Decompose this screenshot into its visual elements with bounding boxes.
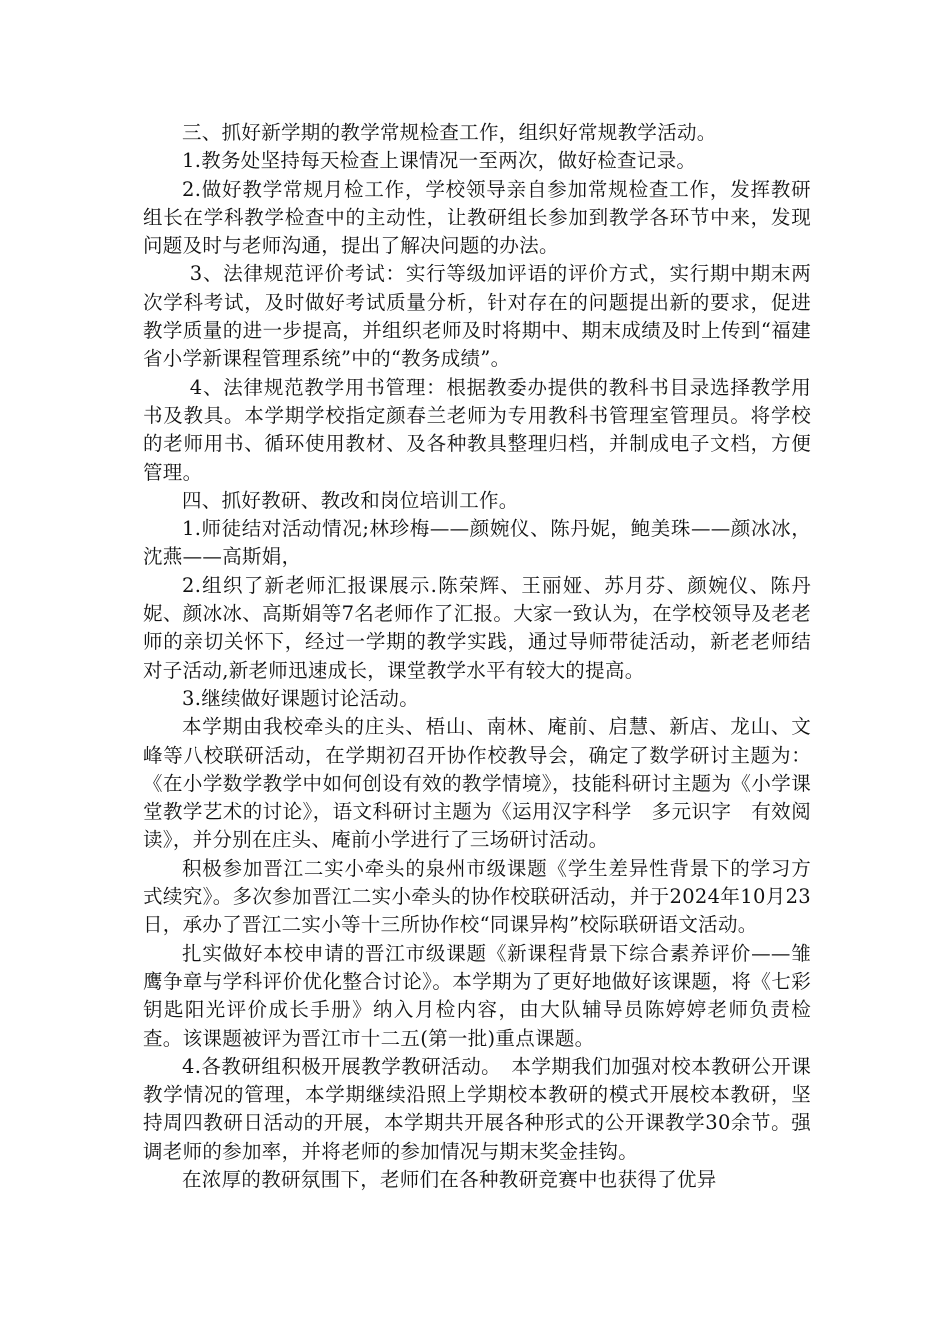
paragraph-4-2: 2.组织了新老师汇报课展示.陈荣辉、王丽娅、苏月芬、颜婉仪、陈丹妮、颜冰冰、高斯娟等7名老师作了汇报。大家一致认为，在学校领导及老老师的亲切关怀下，经过一学期的教学实践，通过导师带徒活动，新老老师结对子活动,新老师迅速成长，课堂教学水平有较大的提高。	[143, 573, 811, 682]
paragraph-joint-research: 本学期由我校牵头的庄头、梧山、南林、庵前、启慧、新店、龙山、文峰等八校联研活动，在学期初召开协作校教导会，确定了数学研讨主题为：《在小学数学教学中如何创设有效的教学情境》，技能科研讨主题为《小学课堂教学艺术的讨论》，语文科研讨主题为《运用汉字科学 多元识字 有效阅读》，并分别在庄头、庵前小学进行了三场研讨活动。	[143, 715, 811, 852]
heading-section-3: 三、抓好新学期的教学常规检查工作，组织好常规教学活动。	[182, 121, 717, 144]
paragraph-competition: 在浓厚的教研氛围下，老师们在各种教研竞赛中也获得了优异	[182, 1167, 717, 1191]
paragraph-4-1: 1.师徒结对活动情况;林珍梅——颜婉仪、陈丹妮，鲍美珠——颜冰冰，沈燕——高斯娟，	[143, 517, 811, 569]
document-body	[143, 119, 811, 1194]
paragraph-jinjiang-project: 扎实做好本校申请的晋江市级课题《新课程背景下综合素养评价——雏鹰争章与学科评价优化整合讨论》。本学期为了更好地做好该课题，将《七彩钥匙阳光评价成长手册》纳入月检内容，由大队辅导员陈婷婷老师负责检查。该课题被评为晋江市十二五(第一批)重点课题。	[143, 941, 811, 1050]
paragraph-3-1: 1.教务处坚持每天检查上课情况一至两次，做好检查记录。	[182, 149, 697, 173]
paragraph-3-2: 2.做好教学常规月检工作，学校领导亲自参加常规检查工作，发挥教研组长在学科教学检查中的主动性，让教研组长参加到教学各环节中来，发现问题及时与老师沟通，提出了解决问题的办法。	[143, 177, 811, 258]
paragraph-3-3: 3、法律规范评价考试：实行等级加评语的评价方式，实行期中期末两次学科考试，及时做好考试质量分析，针对存在的问题提出新的要求，促进教学质量的进一步提高，并组织老师及时将期中、期末成绩及时上传到“福建省小学新课程管理系统”中的“教务成绩”。	[143, 262, 811, 371]
paragraph-quanzhou-project: 积极参加晋江二实小牵头的泉州市级课题《学生差异性背景下的学习方式续究》。多次参加晋江二实小牵头的协作校联研活动，并于2024年10月23日，承办了晋江二实小等十三所协作校“同课异构”校际联研语文活动。	[143, 856, 811, 937]
paragraph-4-4: 4.各教研组积极开展教学教研活动。 本学期我们加强对校本教研公开课教学情况的管理，本学期继续沿照上学期校本教研的模式开展校本教研，坚持周四教研日活动的开展，本学期共开展各种形式的公开课教学30余节。强调老师的参加率，并将老师的参加情况与期末奖金挂钩。	[143, 1054, 811, 1163]
paragraph-3-4: 4、法律规范教学用书管理：根据教委办提供的教科书目录选择教学用书及教具。本学期学校指定颜春兰老师为专用教科书管理室管理员。将学校的老师用书、循环使用教材、及各种教具整理归档，并制成电子文档，方便管理。	[143, 375, 811, 484]
heading-section-4: 四、抓好教研、教改和岗位培训工作。	[182, 488, 519, 512]
paragraph-4-3: 3.继续做好课题讨论活动。	[182, 686, 420, 710]
